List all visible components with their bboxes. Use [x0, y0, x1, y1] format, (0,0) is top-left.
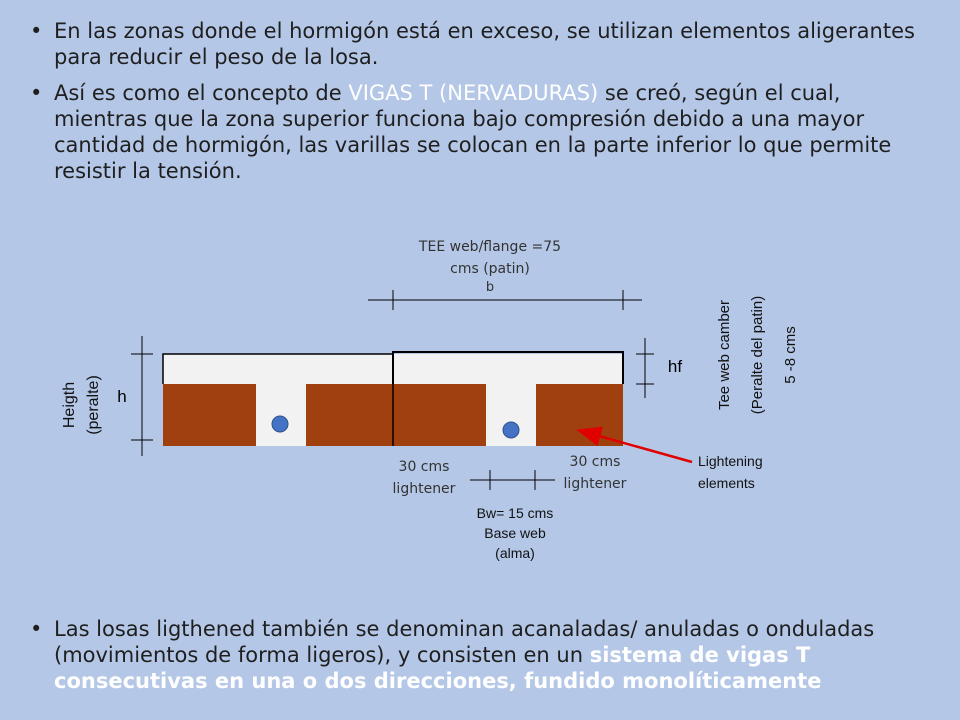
lightener-label-2-line2: lightener	[563, 476, 627, 492]
tee-camber-line1: Tee web camber	[716, 299, 733, 411]
tee-camber-line2: (Peralte del patin)	[749, 295, 766, 415]
rebar-circle	[272, 416, 288, 432]
lightener-label-2-line1: 30 cms	[569, 454, 621, 470]
bullet-2-post: se creó, según el cual, mientras que la zona superior funciona bajo compresión debido a una mayor cantidad de hormigón, las varillas se colocan en la parte inferior lo que permite resistir la tensión.	[54, 81, 892, 183]
bullet-marker: •	[30, 617, 43, 641]
tee-camber-label	[708, 280, 808, 430]
tee-label-line1: TEE web/flange =75	[418, 239, 562, 255]
tee-camber-line3: 5 -8 cms	[782, 326, 799, 384]
lightener-block	[536, 384, 623, 446]
bw-line3: (alma)	[495, 545, 535, 561]
heigth-label	[58, 360, 108, 450]
tee-label-line2: cms (patin)	[450, 261, 530, 277]
bullet-marker: •	[30, 81, 43, 105]
lightening-line2: elements	[698, 475, 755, 491]
heigth-label-line2: (peralte)	[85, 375, 102, 435]
tee-label	[400, 236, 580, 280]
bullet-3-highlight: sistema de vigas T consecutivas en una o dos direcciones, fundido monolíticamente	[54, 643, 822, 693]
hf-label: hf	[667, 357, 683, 376]
b-label: b	[485, 280, 495, 295]
bullet-2-highlight: VIGAS T (NERVADURAS)	[348, 81, 599, 105]
lightener-block	[393, 384, 486, 446]
bullet-1-text: En las zonas donde el hormigón está en exceso, se utilizan elementos aligerantes para reducir el peso de la losa.	[54, 19, 915, 69]
lightening-line1: Lightening	[698, 453, 763, 469]
bw-line2: Base web	[484, 525, 546, 541]
h-label: h	[117, 387, 127, 406]
lightener-label-1-line2: lightener	[392, 481, 456, 497]
lightener-block	[163, 384, 256, 446]
bw-label	[455, 503, 575, 563]
bw-line1: Bw= 15 cms	[476, 505, 554, 521]
bullet-2-pre: Así es como el concepto de	[54, 81, 349, 105]
lightening-elements-label	[698, 450, 798, 494]
lightener-label-1	[374, 456, 474, 500]
lightener-block	[306, 384, 393, 446]
heigth-label-line1: Heigth	[61, 381, 78, 429]
lightener-label-2	[545, 451, 645, 495]
bullet-3-pre: Las losas ligthened también se denominan acanaladas/ anuladas o onduladas (movimientos de forma ligeros), y consisten en un	[54, 617, 875, 667]
bullet-marker: •	[30, 19, 43, 43]
lightener-label-1-line1: 30 cms	[398, 459, 450, 475]
rebar-circle	[503, 422, 519, 438]
